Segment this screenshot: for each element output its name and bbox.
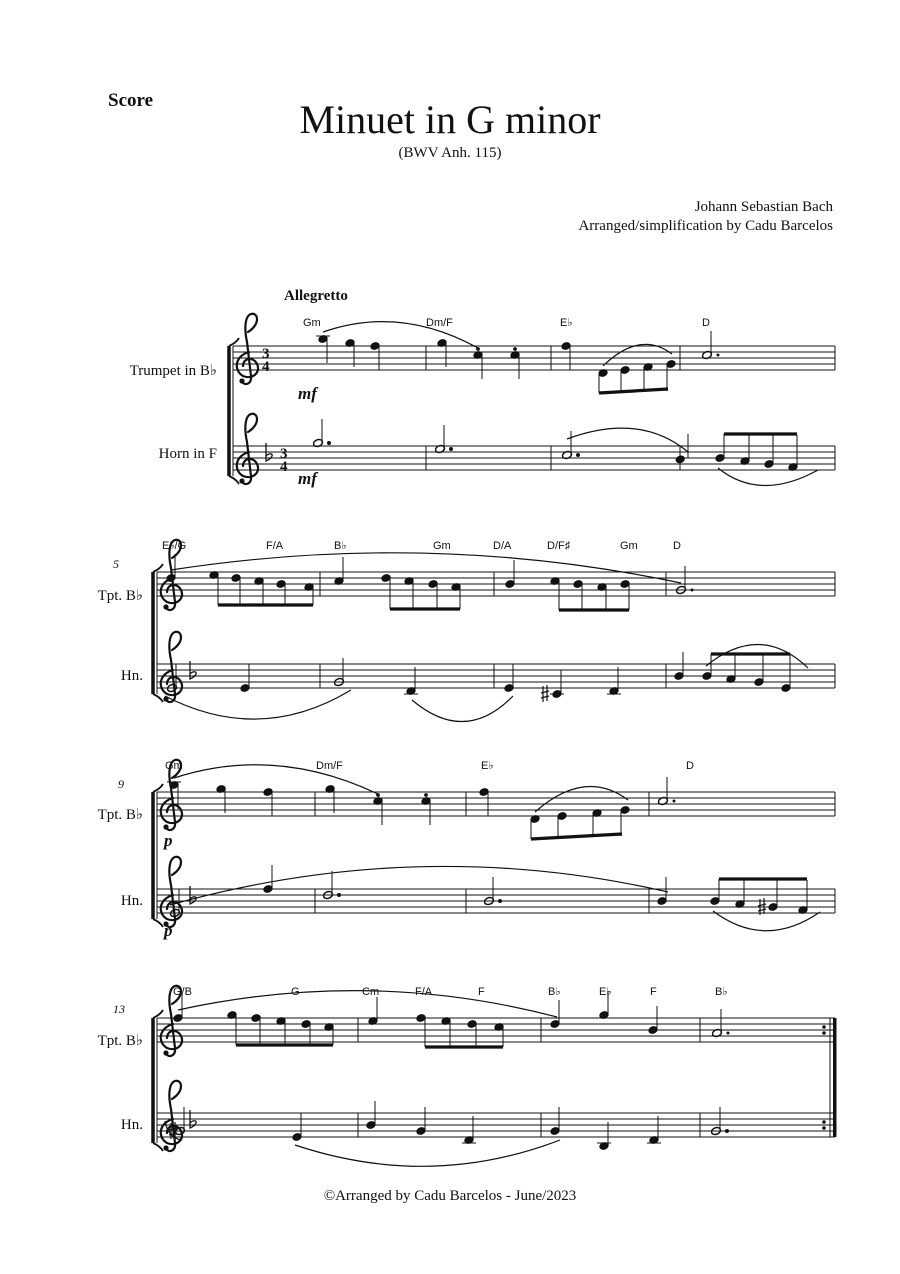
chord-symbol: Dm/F: [426, 317, 453, 329]
chord-symbol: E♭: [599, 986, 612, 998]
instrument-short-horn: Hn.: [120, 668, 143, 684]
piece-title: Minuet in G minor: [299, 97, 601, 142]
instrument-short-horn: Hn.: [120, 1117, 143, 1133]
chord-symbol: B♭: [715, 986, 728, 998]
instrument-name-horn: Horn in F: [158, 446, 217, 462]
chord-symbol: D: [686, 760, 694, 772]
chord-symbol: F: [650, 986, 657, 998]
arranger: Arranged/simplification by Cadu Barcelos: [578, 218, 833, 234]
chord-symbol: Cm: [362, 986, 380, 998]
instrument-short-trumpet: Tpt. B♭: [97, 807, 143, 823]
instrument-short-trumpet: Tpt. B♭: [97, 588, 143, 604]
chord-symbol: D/A: [493, 540, 512, 552]
time-signature-bottom: 4: [280, 459, 288, 475]
chord-symbol: E♭: [560, 317, 573, 329]
chord-symbol: G: [291, 986, 300, 998]
chord-symbol: Gm: [303, 317, 321, 329]
copyright-footer: ©Arranged by Cadu Barcelos - June/2023: [323, 1188, 577, 1204]
chord-symbol: E♭: [481, 760, 494, 772]
chord-symbol: F/A: [266, 540, 284, 552]
composer: Johann Sebastian Bach: [694, 199, 833, 215]
chord-symbol: G/B: [173, 986, 192, 998]
instrument-short-trumpet: Tpt. B♭: [97, 1033, 143, 1049]
instrument-name-trumpet: Trumpet in B♭: [129, 363, 217, 379]
measure-number: 5: [113, 557, 119, 571]
chord-symbol: Gm: [620, 540, 638, 552]
time-signature-bottom: 4: [262, 359, 270, 375]
system-3: [98, 760, 835, 940]
chord-symbol: B♭: [334, 540, 347, 552]
system-4: [98, 986, 837, 1167]
dynamic-p: p: [164, 831, 173, 850]
measure-number: 9: [118, 777, 124, 791]
chord-symbol: D/F♯: [547, 540, 571, 552]
instrument-short-horn: Hn.: [120, 893, 143, 909]
chord-symbol: B♭: [548, 986, 561, 998]
dynamic-p: p: [164, 921, 173, 940]
catalog-number: (BWV Anh. 115): [398, 145, 502, 161]
chord-symbol: Dm/F: [316, 760, 343, 772]
time-signature-top: 3: [280, 446, 288, 462]
system-2: [98, 540, 835, 722]
tempo-marking: Allegretto: [284, 288, 348, 304]
score-label: Score: [108, 90, 154, 111]
chord-symbol: F/A: [415, 986, 433, 998]
chord-symbol: D: [673, 540, 681, 552]
chord-symbol: E♭/G: [162, 540, 187, 552]
chord-symbol: F: [478, 986, 485, 998]
system-1: [130, 314, 835, 488]
chord-symbol: D: [702, 317, 710, 329]
chord-symbol: Gm: [165, 760, 183, 772]
dynamic-mf: mf: [298, 469, 317, 488]
chord-symbol: Gm: [433, 540, 451, 552]
time-signature-top: 3: [262, 346, 270, 362]
measure-number: 13: [113, 1002, 125, 1016]
dynamic-mf: mf: [298, 384, 317, 403]
